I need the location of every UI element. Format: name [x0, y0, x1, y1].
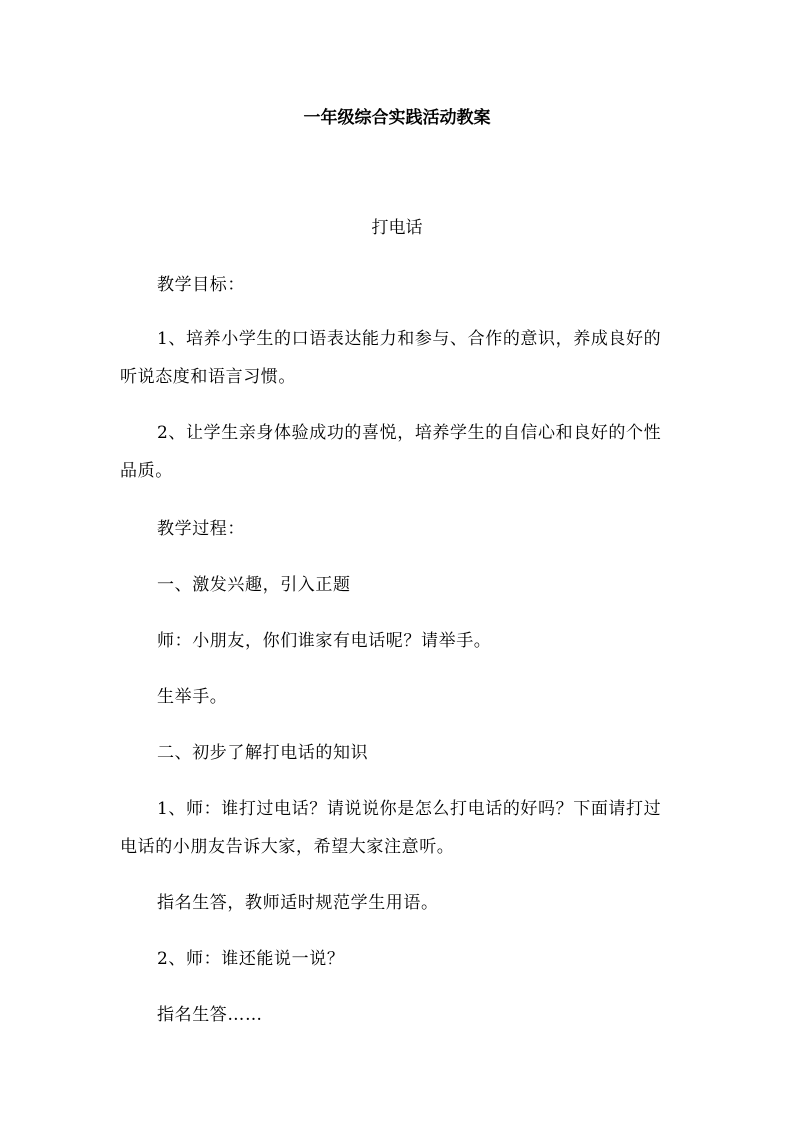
paragraph-student-answer-2: 指名生答…… — [157, 1005, 263, 1025]
paragraph-teacher-question-2: 1、师：谁打过电话？请说说你是怎么打电话的好吗？下面请打过电话的小朋友告诉大家，希望大家注意听。 — [120, 799, 662, 857]
paragraph-goal-1: 1、培养小学生的口语表达能力和参与、合作的意识，养成良好的听说态度和语言习惯。 — [120, 329, 662, 387]
paragraph-student-answer-1: 指名生答，教师适时规范学生用语。 — [157, 893, 439, 913]
paragraph-section-2-heading: 二、初步了解打电话的知识 — [157, 743, 369, 763]
paragraph-teacher-question-1: 师：小朋友，你们谁家有电话呢？请举手。 — [157, 631, 492, 651]
paragraph-teaching-goals-heading: 教学目标： — [157, 275, 245, 295]
paragraph-students-raise-hands: 生举手。 — [157, 687, 228, 707]
document-title: 一年级综合实践活动教案 — [303, 108, 491, 128]
paragraph-section-1-heading: 一、激发兴趣，引入正题 — [157, 575, 351, 595]
paragraph-teaching-process-heading: 教学过程： — [157, 519, 245, 539]
paragraph-goal-2: 2、让学生亲身体验成功的喜悦，培养学生的自信心和良好的个性品质。 — [120, 423, 662, 481]
paragraph-teacher-question-3: 2、师：谁还能说一说？ — [157, 949, 345, 969]
document-subtitle: 打电话 — [371, 218, 423, 238]
